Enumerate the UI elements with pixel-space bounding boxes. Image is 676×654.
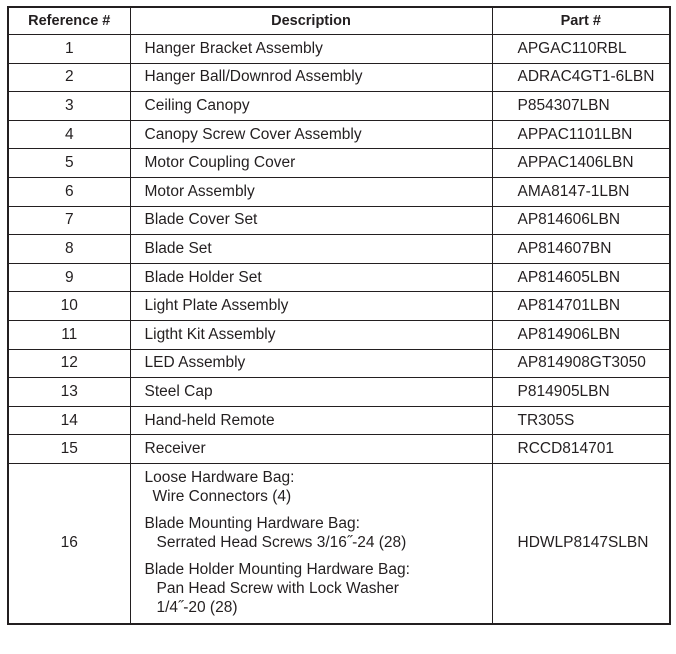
- part-cell: RCCD814701: [492, 435, 670, 464]
- table-row: [8, 292, 670, 321]
- holder-bag-item-line2: 1/4˝-20 (28): [156, 598, 238, 616]
- holder-bag-item-line1: Pan Head Screw with Lock Washer: [156, 579, 399, 597]
- part-cell: APGAC110RBL: [492, 35, 670, 64]
- part-cell: HDWLP8147SLBN: [492, 463, 670, 624]
- description-cell: Canopy Screw Cover Assembly: [130, 120, 492, 149]
- part-cell: ADRAC4GT1-6LBN: [492, 63, 670, 92]
- description-cell: Ligtht Kit Assembly: [130, 320, 492, 349]
- table-row: [8, 206, 670, 235]
- table-row: [8, 92, 670, 121]
- ref-cell: 11: [8, 320, 130, 349]
- description-cell: Blade Holder Set: [130, 263, 492, 292]
- description-cell: Receiver: [130, 435, 492, 464]
- parts-table: [7, 6, 671, 625]
- part-cell: AP814605LBN: [492, 263, 670, 292]
- description-cell: Blade Cover Set: [130, 206, 492, 235]
- part-cell: AP814606LBN: [492, 206, 670, 235]
- part-cell: P854307LBN: [492, 92, 670, 121]
- ref-cell: 5: [8, 149, 130, 178]
- holder-bag-title: Blade Holder Mounting Hardware Bag:: [144, 560, 410, 578]
- description-cell: Motor Coupling Cover: [130, 149, 492, 178]
- description-cell: Blade Set: [130, 235, 492, 264]
- description-cell: LED Assembly: [130, 349, 492, 378]
- ref-cell: 14: [8, 406, 130, 435]
- part-cell: APPAC1406LBN: [492, 149, 670, 178]
- part-cell: TR305S: [492, 406, 670, 435]
- table-row: [8, 406, 670, 435]
- part-cell: AP814607BN: [492, 235, 670, 264]
- ref-cell: 16: [8, 463, 130, 624]
- ref-cell: 4: [8, 120, 130, 149]
- description-cell: Light Plate Assembly: [130, 292, 492, 321]
- description-cell: Hanger Ball/Downrod Assembly: [130, 63, 492, 92]
- part-cell: APPAC1101LBN: [492, 120, 670, 149]
- ref-cell: 7: [8, 206, 130, 235]
- ref-cell: 13: [8, 378, 130, 407]
- description-cell: Hand-held Remote: [130, 406, 492, 435]
- hardware-row: [8, 463, 670, 624]
- part-cell: AMA8147-1LBN: [492, 177, 670, 206]
- ref-cell: 8: [8, 235, 130, 264]
- ref-cell: 2: [8, 63, 130, 92]
- table-row: [8, 235, 670, 264]
- description-cell: Steel Cap: [130, 378, 492, 407]
- description-cell: Ceiling Canopy: [130, 92, 492, 121]
- blade-bag-title: Blade Mounting Hardware Bag:: [144, 514, 360, 532]
- loose-bag-item: Wire Connectors (4): [152, 487, 292, 505]
- loose-bag-title: Loose Hardware Bag:: [144, 468, 295, 486]
- header-row: [8, 7, 670, 35]
- table-row: [8, 435, 670, 464]
- ref-cell: 9: [8, 263, 130, 292]
- table-row: [8, 149, 670, 178]
- ref-cell: 15: [8, 435, 130, 464]
- table-row: [8, 63, 670, 92]
- table-row: [8, 177, 670, 206]
- ref-cell: 10: [8, 292, 130, 321]
- table-row: [8, 35, 670, 64]
- table-row: [8, 349, 670, 378]
- table-row: [8, 378, 670, 407]
- part-cell: P814905LBN: [492, 378, 670, 407]
- blade-bag-item: Serrated Head Screws 3/16˝-24 (28): [156, 533, 407, 551]
- header-description: Description: [130, 7, 492, 35]
- ref-cell: 1: [8, 35, 130, 64]
- description-cell: Hanger Bracket Assembly: [130, 35, 492, 64]
- table-row: [8, 120, 670, 149]
- table-row: [8, 263, 670, 292]
- description-cell: Motor Assembly: [130, 177, 492, 206]
- part-cell: AP814906LBN: [492, 320, 670, 349]
- header-reference: Reference #: [8, 7, 130, 35]
- hardware-description-cell: [130, 463, 492, 624]
- part-cell: AP814908GT3050: [492, 349, 670, 378]
- part-cell: AP814701LBN: [492, 292, 670, 321]
- header-part: Part #: [492, 7, 670, 35]
- ref-cell: 3: [8, 92, 130, 121]
- ref-cell: 6: [8, 177, 130, 206]
- ref-cell: 12: [8, 349, 130, 378]
- table-row: [8, 320, 670, 349]
